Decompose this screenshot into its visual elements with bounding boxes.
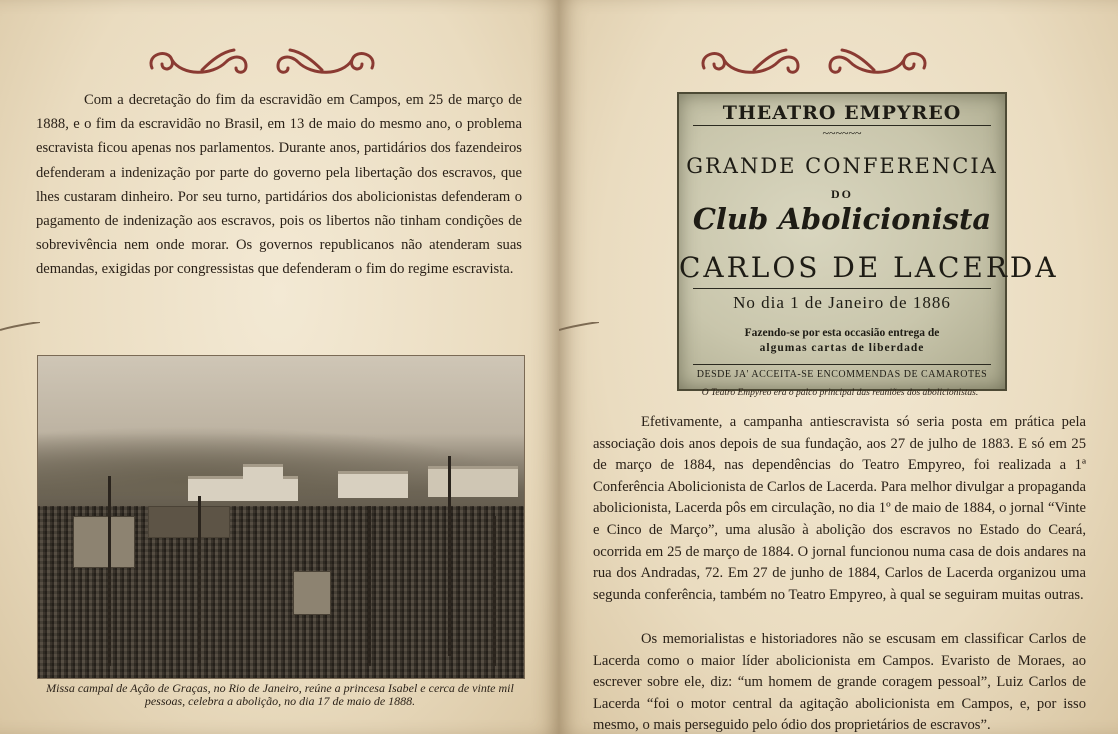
poster-date: No dia 1 de Janeiro de 1886 (733, 293, 951, 312)
theatre-poster (677, 92, 1059, 391)
poster-ornament-line: ~~~~~~ (822, 126, 862, 140)
poster-connector: DO (831, 187, 853, 201)
poster-heading: GRANDE CONFERENCIA (686, 154, 998, 178)
poster-note-1: Fazendo-se por esta occasião entrega de (744, 327, 940, 339)
poster-person-name: CARLOS DE LACERDA (679, 251, 1059, 284)
decorative-flourish-icon (142, 40, 382, 84)
poster-footer: DESDE JA' ACCEITA-SE ENCOMMENDAS DE CAMAROTES (696, 369, 988, 380)
poster-note-2: algumas cartas de liberdade (759, 342, 925, 354)
poster-caption: O Teatro Empyreo era o palco principal das reuniões dos abolicionistas. (701, 388, 979, 398)
poster-club-name: Club Abolicionista (692, 202, 992, 236)
historical-photo-crowd (37, 355, 525, 679)
page-crease-icon (559, 322, 599, 332)
body-paragraph: Com a decretação do fim da escravidão em Campos, em 25 de março de 1888, e o fim da escravidão no Brasil, em 13 de maio do mesmo ano, o problema escravista ficou apenas nos parlamentos. Durante anos, partidários dos fazendeiros defenderam a indenização por parte do governo pela libertação dos escravos, que lhes custaram dinheiro. Por seu turno, partidários dos abolicionistas defenderam o pagamento de indenização aos escravos, pois os libertos não tinham condições de sobrevivência nem onde morar. Os governos republicanos não atenderam suas demandas, exigidas por congressistas que defenderam o fim do regime escravista. (36, 92, 522, 278)
page-crease-icon (0, 322, 40, 332)
photo-caption: Missa campal de Ação de Graças, no Rio de Janeiro, reúne a princesa Isabel e cerca de vinte mil pessoas, celebra a abolição, no dia 17 de maio de 1888. (46, 681, 514, 708)
body-paragraph-1: Efetivamente, a campanha antiescravista só seria posta em prática pela associação dois anos depois de sua fundação, aos 27 de julho de 1883. E só em 25 de março de 1884, nas dependências do Teatro Empyreo, foi realizada a 1ª Conferência Abolicionista de Carlos de Lacerda. Para melhor divulgar a propaganda abolicionista, Lacerda pôs em circulação, no dia 1º de maio de 1884, o jornal “Vinte e Cinco de Março”, uma alusão à abolição dos escravos no Estado do Ceará, ocorrida em 25 de março de 1884. O jornal funcionou numa casa de dois andares na rua dos Andradas, 72. Em 27 de junho de 1884, Carlos de Lacerda organizou uma segunda conferência, também no Teatro Empyreo, à qual se seguiram muitas outras. (593, 414, 1086, 603)
decorative-flourish-icon (694, 40, 934, 84)
poster-title: THEATRO EMPYREO (722, 102, 962, 124)
body-paragraph-2: Os memorialistas e historiadores não se escusam em classificar Carlos de Lacerda como o maior líder abolicionista em Campos. Evaristo de Moraes, ao escrever sobre ele, diz: “um homem de grande coragem pessoal”, Luiz Carlos de Lacerda “foi o motor central da agitação abolicionista em Campos, e, por isso mesmo, o mais perseguido pelo ódio dos proprietários de escravos”. (593, 631, 1086, 734)
right-page (559, 0, 1118, 734)
